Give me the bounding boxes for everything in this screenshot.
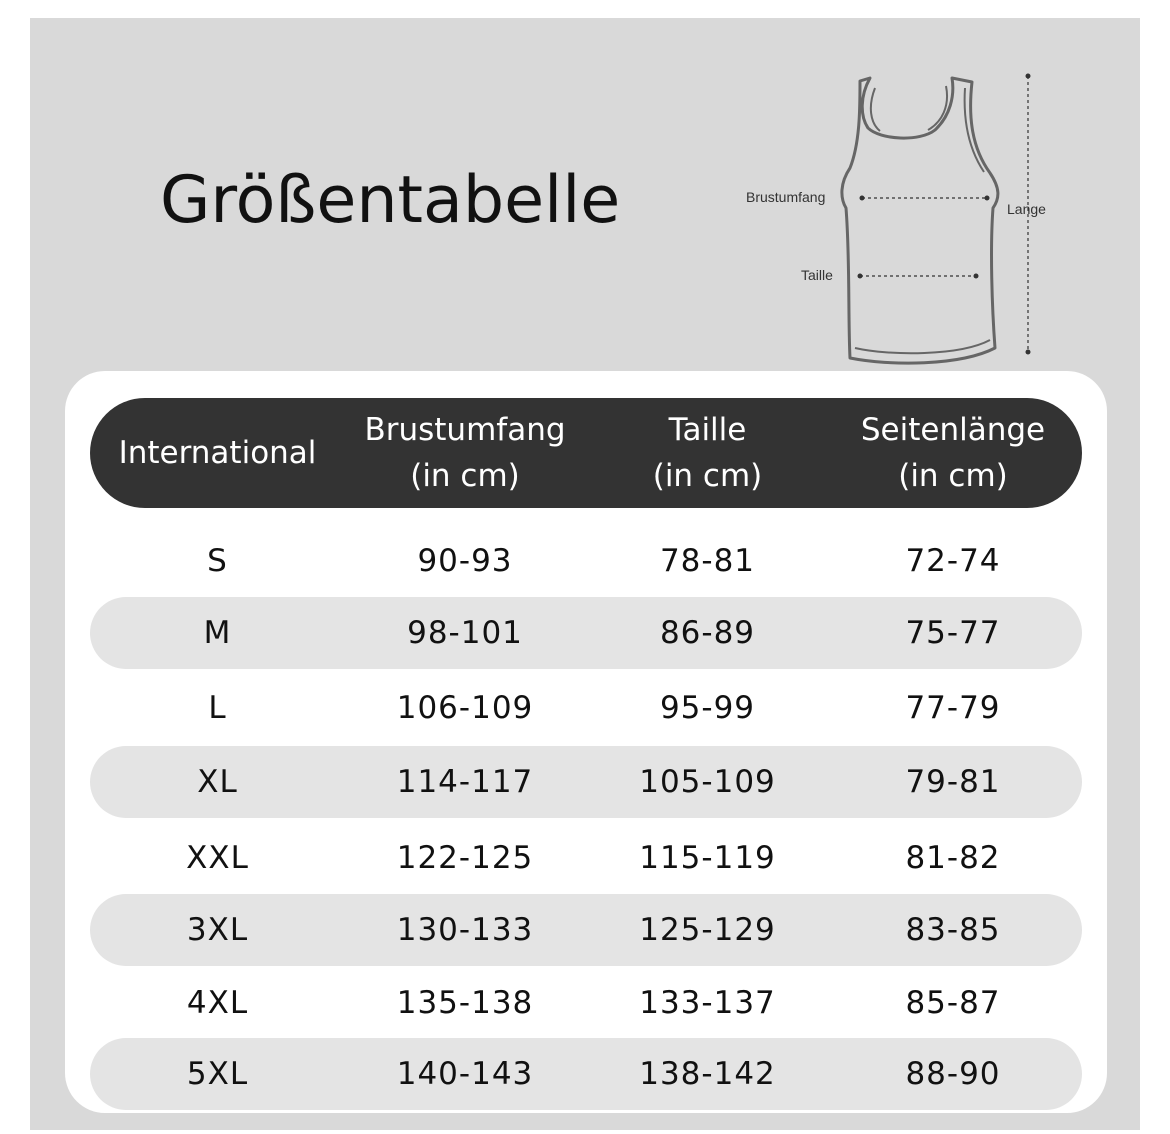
taille-cell: 138-142 — [639, 1056, 776, 1092]
brust-cell: 135-138 — [396, 985, 534, 1021]
page-title: Größentabelle — [160, 163, 621, 238]
size-cell: 4XL — [186, 985, 249, 1021]
taille-cell: 95-99 — [659, 690, 756, 726]
table-row — [90, 672, 1082, 744]
laenge-cell: 77-79 — [905, 690, 1001, 726]
size-cell: L — [208, 690, 227, 726]
page-background — [30, 18, 1140, 1130]
table-row — [90, 597, 1082, 669]
taille-label: Taille — [801, 267, 833, 283]
size-cell: XXL — [186, 840, 249, 876]
brust-cell: 140-143 — [396, 1056, 534, 1092]
brust-cell: 130-133 — [396, 912, 534, 948]
taille-cell: 105-109 — [639, 764, 776, 800]
size-table-card — [65, 371, 1107, 1113]
brust-cell: 106-109 — [396, 690, 534, 726]
table-row — [90, 525, 1082, 597]
size-cell: S — [207, 543, 228, 579]
table-row — [90, 1038, 1082, 1110]
brust-cell: 114-117 — [396, 764, 534, 800]
size-cell: M — [203, 615, 232, 651]
table-row — [90, 894, 1082, 966]
taille-cell: 133-137 — [639, 985, 776, 1021]
laenge-cell: 79-81 — [905, 764, 1001, 800]
header-seitenlaenge: Seitenlänge (in cm) — [860, 412, 1046, 494]
taille-cell: 115-119 — [639, 840, 776, 876]
taille-cell: 78-81 — [659, 543, 756, 579]
table-row — [90, 746, 1082, 818]
tank-top-icon — [842, 78, 998, 363]
laenge-cell: 81-82 — [905, 840, 1001, 876]
taille-measure-line — [858, 274, 979, 279]
header-international: International — [118, 435, 317, 471]
size-cell: 5XL — [186, 1056, 249, 1092]
taille-cell: 86-89 — [659, 615, 756, 651]
laenge-cell: 72-74 — [905, 543, 1001, 579]
taille-cell: 125-129 — [639, 912, 776, 948]
brust-cell: 98-101 — [407, 615, 523, 651]
brust-cell: 90-93 — [417, 543, 513, 579]
laenge-cell: 75-77 — [905, 615, 1001, 651]
brust-cell: 122-125 — [396, 840, 534, 876]
brust-label: Brustumfang — [746, 189, 826, 205]
size-cell: XL — [197, 764, 238, 800]
laenge-cell: 83-85 — [905, 912, 1001, 948]
brust-measure-line — [860, 196, 990, 201]
table-header — [90, 398, 1082, 508]
lange-label: Lange — [1007, 201, 1046, 217]
tank-top-diagram — [710, 48, 1070, 378]
laenge-cell: 88-90 — [905, 1056, 1001, 1092]
size-cell: 3XL — [186, 912, 249, 948]
header-taille: Taille (in cm) — [652, 412, 763, 494]
table-row — [90, 822, 1082, 894]
table-row — [90, 967, 1082, 1039]
laenge-cell: 85-87 — [905, 985, 1001, 1021]
header-brustumfang: Brustumfang (in cm) — [364, 412, 566, 494]
